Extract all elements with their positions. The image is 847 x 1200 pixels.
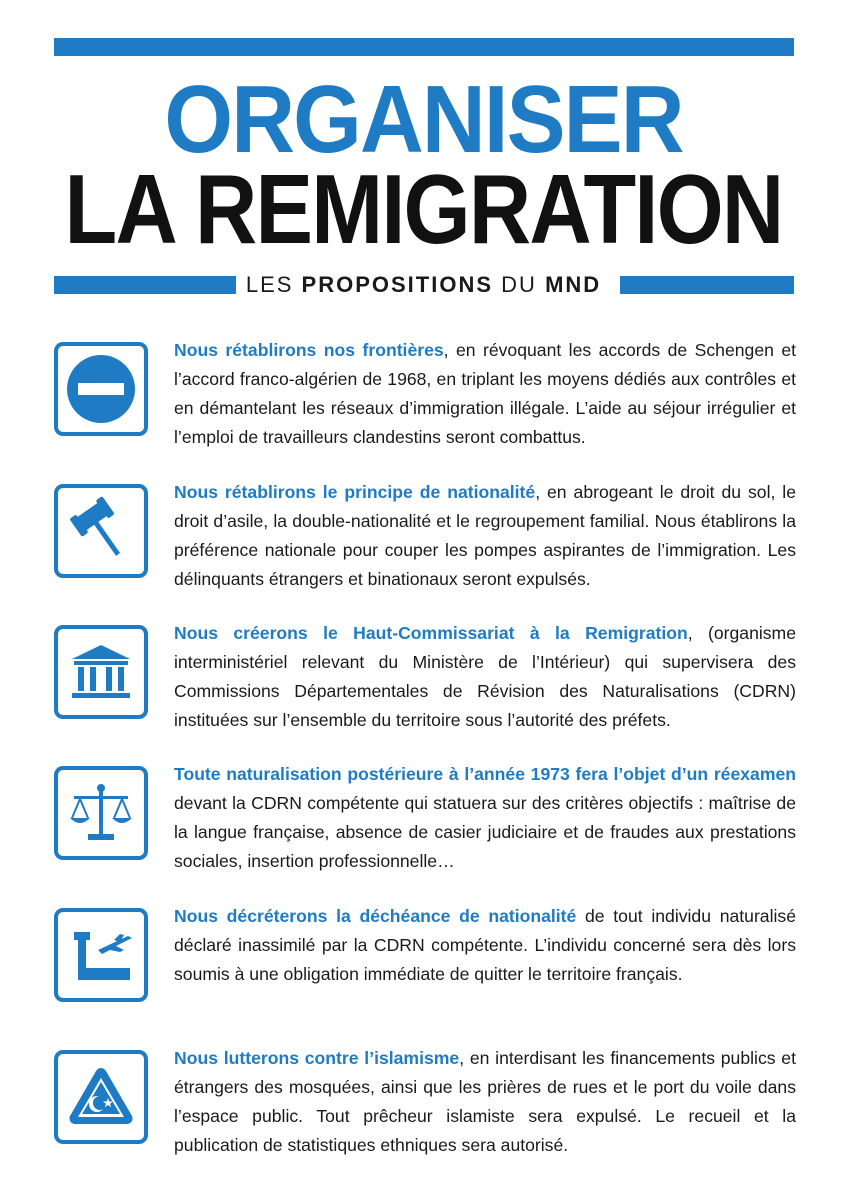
subtitle [0, 272, 847, 298]
gavel-icon [54, 484, 148, 578]
proposal-body: de tout individu naturalisé déclaré inassimilé par la CDRN compétente. L’individu concerné sera dès lors soumis à une obligation immédiate de quitter le territoire français. [174, 906, 796, 984]
proposal-text [174, 1044, 796, 1160]
proposal-text [174, 619, 796, 735]
proposal-item [54, 908, 796, 1008]
subtitle-mid: DU [501, 272, 537, 297]
top-divider-bar [54, 38, 794, 56]
airport-icon [54, 908, 148, 1002]
proposal-highlight: Nous décréterons la déchéance de nationalité [174, 906, 577, 926]
proposal-highlight: Nous rétablirons le principe de nationalité [174, 482, 536, 502]
proposal-body: , en abrogeant le droit du sol, le droit d’asile, la double-nationalité et le regroupement familial. Nous établirons la préférence nationale pour couper les pompes aspirantes de l’immigration. Les délinquants étrangers et binationaux seront expulsés. [174, 482, 796, 589]
proposal-text [174, 478, 796, 594]
government-building-icon [54, 625, 148, 719]
proposal-text [174, 760, 796, 876]
proposal-highlight: Nous lutterons contre l’islamisme [174, 1048, 460, 1068]
proposal-highlight: Nous rétablirons nos frontières [174, 340, 444, 360]
proposal-item [54, 1048, 796, 1155]
subtitle-prefix: LES [245, 272, 294, 297]
proposal-body: , (organisme interministériel relevant du Ministère de l’Intérieur) qui supervisera des Commissions Départementales de Révision des Naturalisations (CDRN) instituées sur l’ensemble du territoire sous l’autorité des préfets. [174, 623, 796, 730]
title-line-1: ORGANISER [164, 66, 683, 173]
subtitle-strong: PROPOSITIONS [301, 272, 494, 297]
proposal-highlight: Toute naturalisation postérieure à l’année 1973 fera l’objet d’un réexamen [174, 764, 796, 784]
proposal-item [54, 623, 796, 730]
proposal-body: , en révoquant les accords de Schengen et l’accord franco-algérien de 1968, en triplant les moyens dédiés aux contrôles et en démantelant les réseaux d’immigration illégale. L’aide au séjour irrégulier et l’emploi de travailleurs clandestins seront combattus. [174, 340, 796, 447]
title-line-2: LA REMIGRATION [64, 154, 783, 264]
proposal-text [174, 336, 796, 452]
no-entry-icon [54, 342, 148, 436]
proposal-body: , en interdisant les financements publics et étrangers des mosquées, ainsi que les prières de rues et le port du voile dans l’espace public. Tout prêcheur islamiste sera expulsé. Le recueil et la publication de statistiques ethniques sera autorisé. [174, 1048, 796, 1155]
subtitle-org: MND [545, 272, 602, 297]
proposal-item [54, 482, 796, 589]
proposal-highlight: Nous créerons le Haut-Commissariat à la Remigration [174, 623, 688, 643]
crescent-warning-icon [54, 1050, 148, 1144]
scales-icon [54, 766, 148, 860]
proposal-item [54, 764, 796, 871]
proposal-item [54, 340, 796, 447]
proposal-text [174, 902, 796, 989]
proposal-body: devant la CDRN compétente qui statuera sur des critères objectifs : maîtrise de la langue française, absence de casier judiciaire et de fraudes aux prestations sociales, insertion professionnelle… [174, 793, 796, 871]
